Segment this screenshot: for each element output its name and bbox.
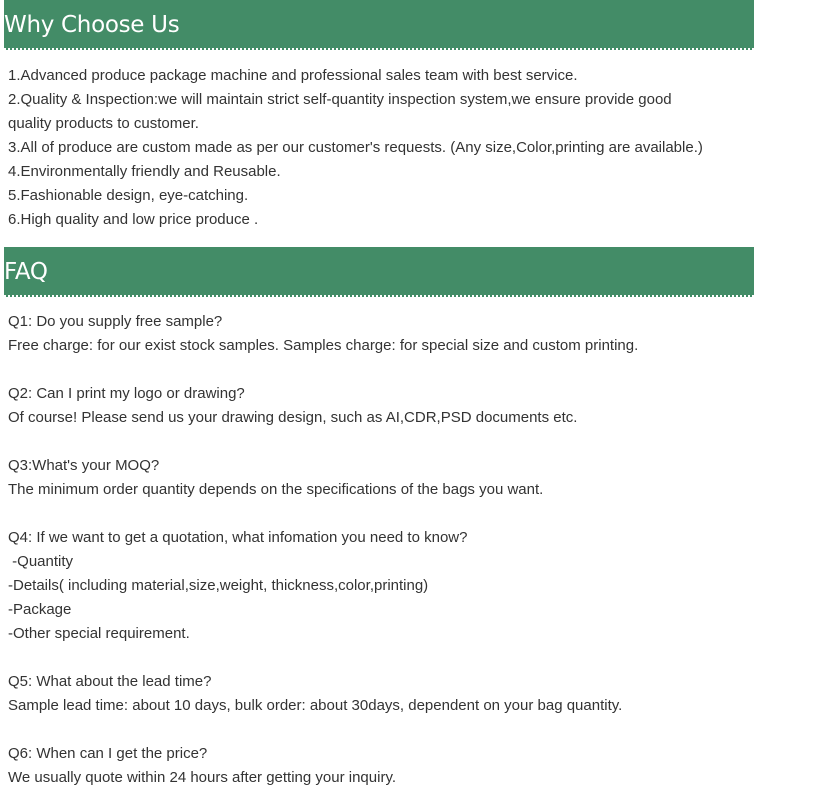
faq-spacer: [8, 430, 808, 454]
faq-q3-question: Q3:What's your MOQ?: [8, 457, 160, 474]
faq-q4-answer-package: -Package: [8, 601, 72, 618]
faq-q6-answer: We usually quote within 24 hours after getting your inquiry.: [8, 769, 396, 786]
why-item-3: 3.All of produce are custom made as per our customer's requests. (Any size,Color,printing are available.): [8, 139, 703, 156]
faq-q4-question: Q4: If we want to get a quotation, what infomation you need to know?: [8, 529, 468, 546]
faq-q5-answer: Sample lead time: about 10 days, bulk order: about 30days, dependent on your bag quantity.: [8, 697, 623, 714]
faq-q4-answer-details: -Details( including material,size,weight, thickness,color,printing): [8, 577, 429, 594]
why-item-2-continued: quality products to customer.: [8, 115, 199, 132]
why-item-2: 2.Quality & Inspection:we will maintain strict self-quantity inspection system,we ensure provide good: [8, 91, 672, 108]
why-item-6: 6.High quality and low price produce .: [8, 211, 259, 228]
why-item-4: 4.Environmentally friendly and Reusable.: [8, 163, 281, 180]
faq-spacer: [8, 358, 808, 382]
faq-q1-answer: Free charge: for our exist stock samples. Samples charge: for special size and custom printing.: [8, 337, 639, 354]
faq-q1-question: Q1: Do you supply free sample?: [8, 313, 223, 330]
faq-spacer: [8, 646, 808, 670]
why-item-5: 5.Fashionable design, eye-catching.: [8, 187, 249, 204]
faq-q3-answer: The minimum order quantity depends on the specifications of the bags you want.: [8, 481, 544, 498]
faq-q2-answer: Of course! Please send us your drawing design, such as AI,CDR,PSD documents etc.: [8, 409, 578, 426]
faq-header: [4, 247, 754, 297]
faq-q4-answer-other: -Other special requirement.: [8, 625, 190, 642]
faq-q4-answer-quantity: -Quantity: [8, 553, 74, 570]
faq-q6-question: Q6: When can I get the price?: [8, 745, 208, 762]
faq-q2-question: Q2: Can I print my logo or drawing?: [8, 385, 245, 402]
faq-title: FAQ: [4, 259, 48, 285]
faq-list: [8, 310, 808, 790]
faq-spacer: [8, 718, 808, 742]
faq-q5-question: Q5: What about the lead time?: [8, 673, 212, 690]
why-item-1: 1.Advanced produce package machine and professional sales team with best service.: [8, 67, 578, 84]
why-choose-us-title: Why Choose Us: [4, 12, 180, 38]
why-choose-us-list: [8, 64, 808, 232]
why-choose-us-header: [4, 0, 754, 50]
faq-spacer: [8, 502, 808, 526]
